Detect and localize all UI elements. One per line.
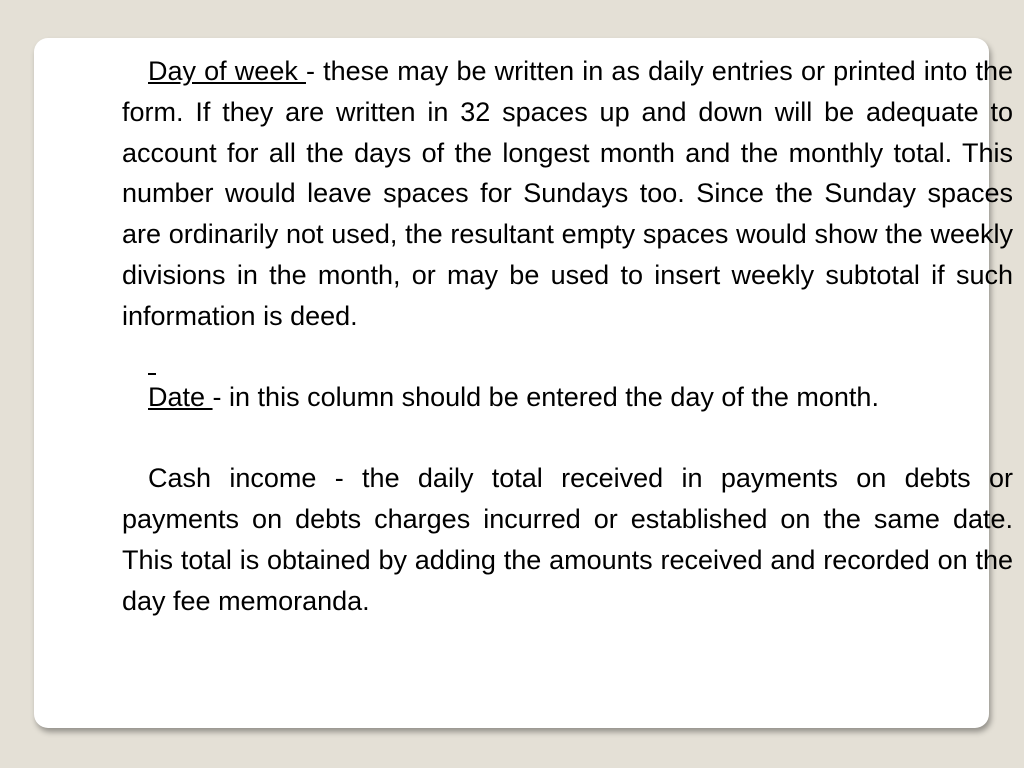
term-cash-income: Cash income	[148, 463, 317, 494]
stray-underscore-mark	[122, 363, 1013, 377]
slide-text	[122, 51, 1013, 622]
definition-cash-income: - the daily total received in payments on debts or payments on debts charges incurred or established on the same date. This total is obtained by adding the amounts received and recorded on the day fee memoranda.	[122, 463, 1013, 616]
term-day-of-week: Day of week	[148, 56, 306, 86]
paragraph-cash-income	[122, 458, 1013, 621]
definition-day-of-week: - these may be written in as daily entries or printed into the form. If they are written in 32 spaces up and down will be adequate to account for all the days of the longest month and the monthly total. This number would leave spaces for Sundays too. Since the Sunday spaces are ordinarily not used, the resultant empty spaces would show the weekly divisions in the month, or may be used to insert weekly subtotal if such information is deed.	[122, 56, 1013, 331]
term-date: Date	[148, 381, 213, 412]
paragraph-date	[122, 377, 1013, 418]
definition-date: - in this column should be entered the day of the month.	[212, 381, 879, 412]
spacer	[122, 417, 1013, 458]
spacer	[122, 337, 1013, 363]
paragraph-day-of-week	[122, 51, 1013, 337]
